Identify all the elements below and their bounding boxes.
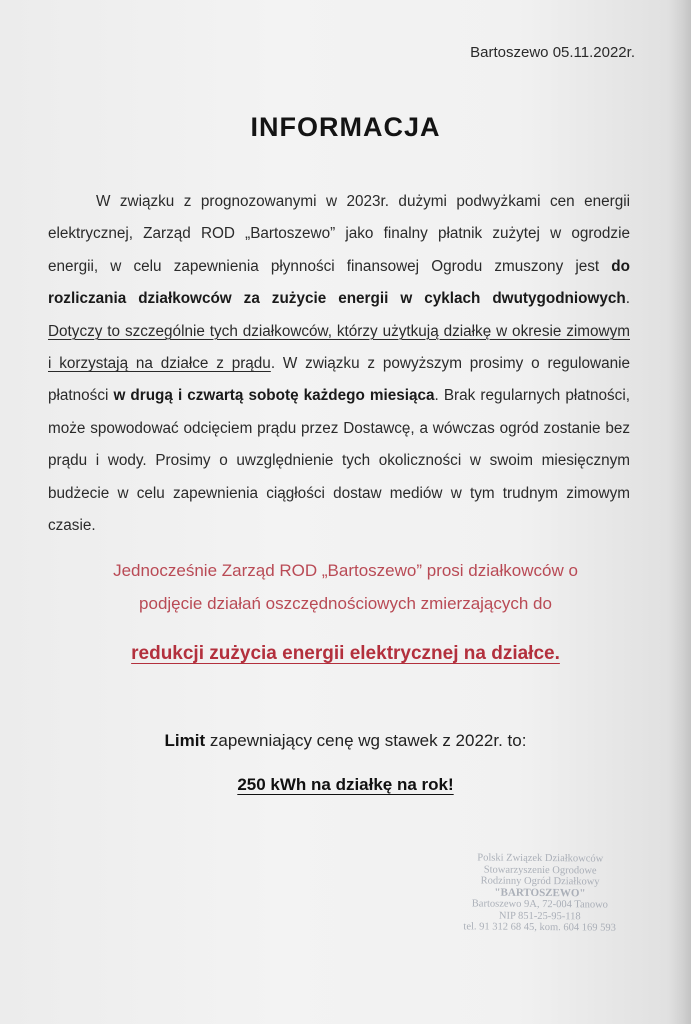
limit-text: zapewniający cenę wg stawek z 2022r. to: [205,731,527,750]
limit-label: Limit [164,731,206,750]
bold-settlement-cycle: do rozliczania działkowców za zużycie energii w cyklach dwutygodniowych [48,257,630,308]
stamp-line: "BARTOSZEWO" [494,886,586,899]
stamp-line: Bartoszewo 9A, 72-004 Tanowo [471,898,609,911]
organization-stamp [430,852,651,934]
underlined-winter-users: Dotyczy to szczególnie tych działkowców, którzy użytkują działkę w okresie zimowym i korzystają na działce z prądu [48,322,630,373]
bold-payment-days: w drugą i czwartą sobotę każdego miesiąca [113,387,435,405]
paragraph-text [48,186,630,542]
page-edge-shadow [668,0,691,1024]
appeal-emphasis: redukcji zużycia energii elektrycznej na działce. [131,643,560,664]
text-run: . W związku z powyższym prosimy o regulowanie płatności [48,355,630,405]
stamp-line: tel. 91 312 68 45, kom. 604 169 593 [463,921,617,934]
limit-value: 250 kWh na działkę na rok! [237,775,454,794]
text-run: W związku z prognozowanymi w 2023r. dużymi podwyżkami cen energii elektrycznej, Zarząd ROD „Bartoszewo” jako finalny płatnik zużytej w ogrodzie energii, w celu zapewnienia płynności finansowej Ogrodu zmuszony jest [48,193,630,275]
stamp-line: NIP 851-25-95-118 [498,910,581,922]
text-run: . [625,290,630,308]
text-run: . Brak regularnych płatności, może spowodować odcięciem prądu przez Dostawcę, a wówczas ogród zostanie bez prądu i wody. Prosimy o uwzględnienie tych okoliczności w swoim miesięcznym budżecie w celu zapewnienia ciągłości dostaw mediów w tym trudnym zimowym czasie. [48,387,630,535]
document-date: Bartoszewo 05.11.2022r. [470,44,635,61]
stamp-line: Stowarzyszenie Ogrodowe [483,864,597,876]
main-paragraph [48,186,630,542]
stamp-line: Polski Związek Działkowców [477,852,604,865]
document-title: INFORMACJA [250,112,441,142]
appeal-line-1: Jednocześnie Zarząd ROD „Bartoszewo” prosi działkowców o [113,561,578,580]
appeal-line-2: podjęcie działań oszczędnościowych zmierzających do [139,594,552,613]
limit-line [0,731,691,751]
stamp-line: Rodzinny Ogród Działkowy [480,875,600,888]
